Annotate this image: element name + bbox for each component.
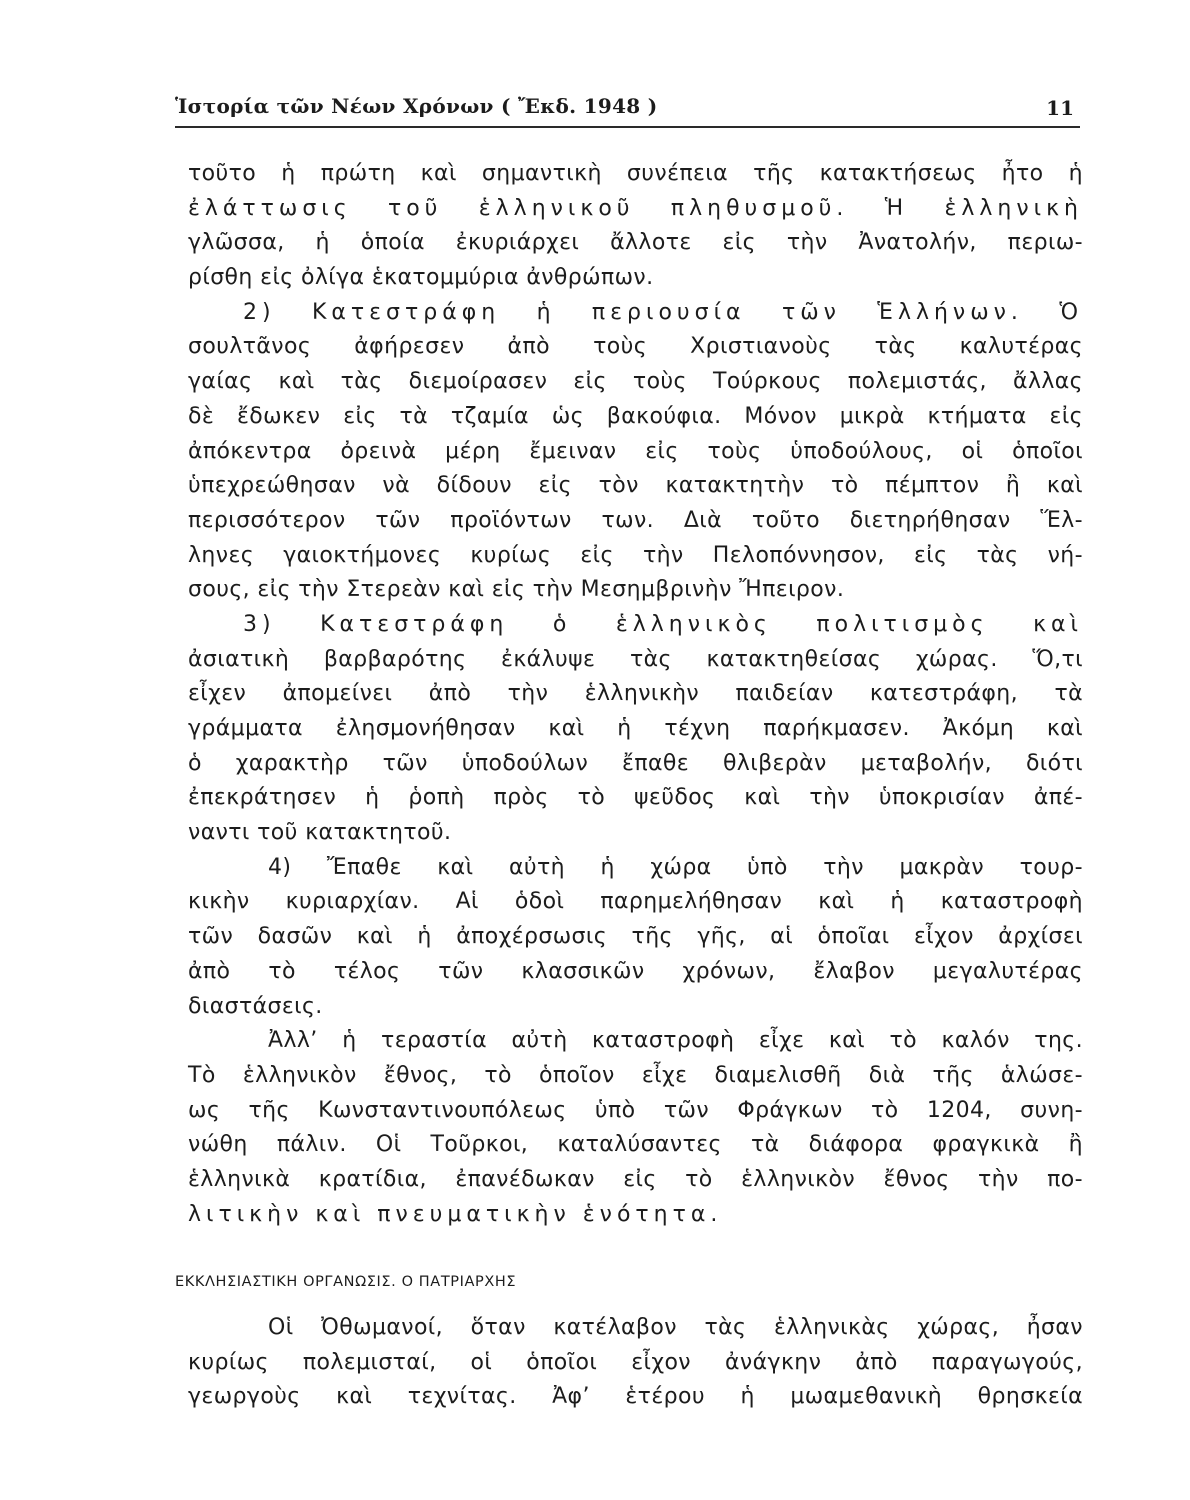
page-number: 11 [1046,96,1074,120]
text-line: γαίας καὶ τὰς διεμοίρασεν εἰς τοὺς Τούρκους πολεμιστάς, ἄλλας [188,369,1083,395]
text-line: Οἱ Ὀθωμανοί, ὅταν κατέλαβον τὰς ἑλληνικὰς χώρας, ἦσαν [268,1315,1083,1340]
text-line: ὁ χαρακτὴρ τῶν ὑποδούλων ἔπαθε θλιβερὰν μεταβολήν, διότι [188,750,1083,776]
text-line: γλῶσσα, ἡ ὁποία ἐκυριάρχει ἄλλοτε εἰς τὴν Ἀνατολήν, περιω- [188,230,1083,256]
text-line: διαστάσεις. [188,993,323,1019]
body-text-section-2 [188,1311,1083,1415]
text-line: ἐπεκράτησεν ἡ ῥοπὴ πρὸς τὸ ψεῦδος καὶ τὴν ὑποκρισίαν ἀπέ- [188,785,1083,811]
text-line: ως τῆς Κωνσταντινουπόλεως ὑπὸ τῶν Φράγκων τὸ 1204, συνη- [188,1097,1083,1123]
text-line: Τὸ ἑλληνικὸν ἔθνος, τὸ ὁποῖον εἶχε διαμελισθῆ διὰ τῆς ἁλώσε- [188,1062,1083,1088]
text-line: ναντι τοῦ κατακτητοῦ. [188,820,452,846]
body-text-section-1 [188,157,1083,1232]
text-line: ἑλληνικὰ κρατίδια, ἐπανέδωκαν εἰς τὸ ἑλληνικὸν ἔθνος τὴν πο- [188,1166,1083,1192]
text-line: Ἀλλ’ ἡ τεραστία αὐτὴ καταστροφὴ εἶχε καὶ τὸ καλόν της. [268,1028,1083,1054]
text-line: ἀπὸ τὸ τέλος τῶν κλασσικῶν χρόνων, ἔλαβον μεγαλυτέρας [188,958,1083,984]
running-title: Ἱστορία τῶν Νέων Χρόνων ( Ἔκδ. 1948 ) [175,94,658,118]
text-line: κυρίως πολεμισταί, οἱ ὁποῖοι εἶχον ἀνάγκην ἀπὸ παραγωγούς, [188,1349,1083,1375]
text-line: λιτικὴν καὶ πνευματικὴν ἑνότητα. [188,1201,723,1227]
text-line: νώθη πάλιν. Οἱ Τοῦρκοι, καταλύσαντες τὰ διάφορα φραγκικὰ ἢ [188,1132,1083,1158]
text-line: 2) Κατεστράφη ἡ περιουσία τῶν Ἑλλήνων. Ὁ [243,299,1083,325]
text-line: σους, εἰς τὴν Στερεὰν καὶ εἰς τὴν Μεσημβρινὴν Ἤπειρον. [188,577,845,603]
text-line: περισσότερον τῶν προϊόντων των. Διὰ τοῦτο διετηρήθησαν Ἕλ- [188,507,1083,533]
text-line: δὲ ἔδωκεν εἰς τὰ τζαμία ὡς βακούφια. Μόνον μικρὰ κτήματα εἰς [188,403,1083,429]
text-line: ρίσθη εἰς ὀλίγα ἑκατομμύρια ἀνθρώπων. [188,265,654,291]
text-line: ὑπεχρεώθησαν νὰ δίδουν εἰς τὸν κατακτητὴν τὸ πέμπτον ἢ καὶ [188,473,1083,499]
text-line: 4) Ἔπαθε καὶ αὐτὴ ἡ χώρα ὑπὸ τὴν μακρὰν τουρ- [268,854,1083,880]
text-line: τοῦτο ἡ πρώτη καὶ σημαντικὴ συνέπεια τῆς κατακτήσεως ἦτο ἡ [188,161,1083,186]
text-line: ἐλάττωσις τοῦ ἑλληνικοῦ πληθυσμοῦ. Ἡ ἑλληνικὴ [188,195,1083,221]
text-line: ἀσιατικὴ βαρβαρότης ἐκάλυψε τὰς κατακτηθείσας χώρας. Ὅ,τι [188,646,1083,672]
text-line: ληνες γαιοκτήμονες κυρίως εἰς τὴν Πελοπόννησον, εἰς τὰς νή- [188,542,1083,568]
text-line: κικὴν κυριαρχίαν. Αἱ ὁδοὶ παρημελήθησαν καὶ ἡ καταστροφὴ [188,889,1083,915]
text-line: γράμματα ἐλησμονήθησαν καὶ ἡ τέχνη παρήκμασεν. Ἀκόμη καὶ [188,716,1083,741]
text-line: τῶν δασῶν καὶ ἡ ἀποχέρσωσις τῆς γῆς, αἱ ὁποῖαι εἶχον ἀρχίσει [188,924,1083,950]
text-line: σουλτᾶνος ἀφήρεσεν ἀπὸ τοὺς Χριστιανοὺς τὰς καλυτέρας [188,334,1083,360]
text-line: γεωργοὺς καὶ τεχνίτας. Ἀφ’ ἑτέρου ἡ μωαμεθανικὴ θρησκεία [188,1384,1083,1409]
section-subheading: ΕΚΚΛΗΣΙΑΣΤΙΚΗ ΟΡΓΑΝΩΣΙΣ. Ο ΠΑΤΡΙΑΡΧΗΣ [175,1274,517,1290]
running-header [175,92,1080,128]
text-line: ἀπόκεντρα ὀρεινὰ μέρη ἔμειναν εἰς τοὺς ὑποδούλους, οἱ ὁποῖοι [188,438,1083,464]
text-line: 3) Κατεστράφη ὁ ἑλληνικὸς πολιτισμὸς καὶ [243,611,1083,637]
text-line: εἶχεν ἀπομείνει ἀπὸ τὴν ἑλληνικὴν παιδείαν κατεστράφη, τὰ [188,681,1083,707]
